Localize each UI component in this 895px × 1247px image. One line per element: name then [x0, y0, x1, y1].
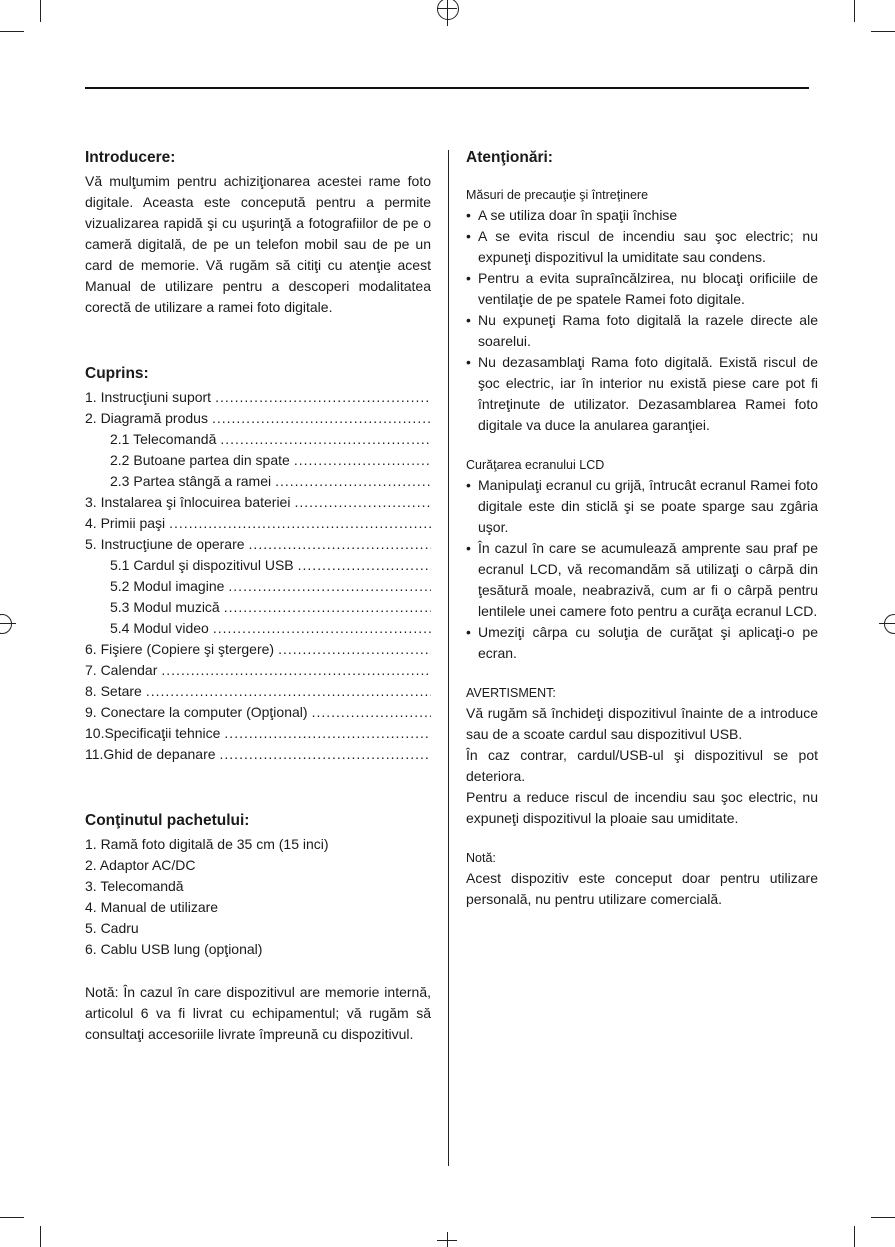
- warnings-heading: Atenţionări:: [466, 149, 553, 166]
- lcd-item: • Manipulaţi ecranul cu grijă, întrucât ecranul Ramei foto digitale este din sticlă şi se poate sparge sau zgâria uşor.: [466, 475, 818, 538]
- registration-mark: [437, 8, 457, 9]
- warning-text: Vă rugăm să închideţi dispozitivul înainte de a introduce sau de a scoate cardul sau dispozitivul USB.: [466, 705, 818, 742]
- lcd-item: • În cazul în care se acumulează amprente sau praf pe ecranul LCD, vă recomandăm să utilizaţi o cârpă din ţesătură moale, neabrazivă, cum ar fi o cârpă pentru lentilele unei camere foto pentru a curăţa ecranul LCD.: [466, 538, 818, 622]
- toc-item: 1. Instrucţiuni suport .....: [85, 387, 431, 408]
- package-item: 3. Telecomandă: [85, 878, 184, 894]
- precaution-item: • A se evita riscul de incendiu sau şoc electric; nu expuneţi dispozitivul la umiditate sau condens.: [466, 226, 818, 268]
- package-item: 4. Manual de utilizare: [85, 899, 219, 915]
- contents-section: [85, 364, 431, 765]
- toc-item: 5.2 Modul imagine .....: [85, 576, 431, 597]
- precaution-item: • Pentru a evita supraîncălzirea, nu blocaţi orificiile de ventilaţie de pe spatele Ramei foto digitale.: [466, 268, 818, 310]
- package-list: [85, 834, 431, 960]
- precaution-item: • Nu expuneţi Rama foto digitală la razele directe ale soarelui.: [466, 310, 818, 352]
- precaution-item: • A se utiliza doar în spaţii închise: [466, 205, 818, 226]
- crop-mark: [0, 31, 24, 32]
- precautions-list: [466, 205, 818, 436]
- precautions-subheading: Măsuri de precauţie şi întreţinere: [466, 188, 649, 202]
- precaution-item: • Nu dezasamblaţi Rama foto digitală. Există riscul de şoc electric, iar în interior nu există piese care pot fi întreţinute de utilizator. Dezasamblarea Ramei foto digitale va duce la anularea garanţiei.: [466, 352, 818, 436]
- lcd-subheading: Curăţarea ecranului LCD: [466, 458, 605, 472]
- intro-section: [85, 148, 431, 318]
- registration-mark: [884, 614, 895, 634]
- crop-mark: [40, 1226, 41, 1247]
- toc-item: 2.1 Telecomandă .....: [85, 429, 431, 450]
- toc-item: 7. Calendar .....: [85, 660, 431, 681]
- intro-heading: Introducere:: [85, 149, 176, 166]
- package-item: 1. Ramă foto digitală de 35 cm (15 inci): [85, 836, 329, 852]
- registration-mark: [879, 623, 895, 624]
- crop-mark: [854, 1226, 855, 1247]
- toc-item: 11.Ghid de depanare .....: [85, 744, 431, 765]
- header-rule: [85, 87, 809, 89]
- intro-text: Vă mulţumim pentru achiziţionarea acestei rame foto digitale. Aceasta este concepută pentru a permite vizualizarea rapidă şi cu uşurinţă a fotografiilor de pe o cameră digitală, de pe un telefon mobil sau de pe un card de memorie. Vă rugăm să citiţi cu atenţie acest Manual de utilizare pentru a descoperi modalitatea corectă de utilizare a ramei foto digitale.: [85, 173, 431, 315]
- warning-subheading: AVERTISMENT:: [466, 686, 556, 700]
- note-subheading: Notă:: [466, 851, 496, 865]
- warning-section: [466, 683, 818, 829]
- toc-item: 5.4 Modul video .....: [85, 618, 431, 639]
- toc-item: 9. Conectare la computer (Opţional) .....: [85, 702, 431, 723]
- right-column: [466, 148, 818, 910]
- note-text: Acest dispozitiv este conceput doar pentru utilizare personală, nu pentru utilizare comercială.: [466, 870, 818, 907]
- toc-item: 2.2 Butoane partea din spate .....: [85, 450, 431, 471]
- lcd-item: • Umeziţi cârpa cu soluţia de curăţat şi aplicaţi-o pe ecran.: [466, 622, 818, 664]
- package-section: [85, 811, 431, 1045]
- crop-mark: [871, 1217, 895, 1218]
- toc-item: 3. Instalarea şi înlocuirea bateriei .....: [85, 492, 431, 513]
- contents-list: [85, 387, 431, 765]
- crop-mark: [0, 1217, 24, 1218]
- toc-item: 2. Diagramă produs .....: [85, 408, 431, 429]
- warning-text: În caz contrar, cardul/USB-ul şi dispozitivul se pot deteriora.: [466, 747, 818, 784]
- toc-item: 5.1 Cardul şi dispozitivul USB .....: [85, 555, 431, 576]
- toc-item: 5.3 Modul muzică .....: [85, 597, 431, 618]
- crop-mark: [871, 31, 895, 32]
- package-item: 2. Adaptor AC/DC: [85, 857, 196, 873]
- warning-text: Pentru a reduce riscul de incendiu sau şoc electric, nu expuneţi dispozitivul la ploaie sau umiditate.: [466, 789, 818, 826]
- note-section: [466, 848, 818, 910]
- left-column: [85, 148, 431, 1045]
- package-heading: Conţinutul pachetului:: [85, 812, 250, 829]
- toc-item: 4. Primii paşi .....: [85, 513, 431, 534]
- package-item: 5. Cadru: [85, 920, 139, 936]
- lcd-section: [466, 455, 818, 664]
- registration-mark: [0, 614, 12, 634]
- crop-mark: [40, 0, 41, 22]
- contents-heading: Cuprins:: [85, 365, 149, 382]
- toc-item: 2.3 Partea stângă a ramei .....: [85, 471, 431, 492]
- column-separator: [448, 150, 449, 1166]
- package-item: 6. Cablu USB lung (opţional): [85, 941, 263, 957]
- toc-item: 5. Instrucţiune de operare .....: [85, 534, 431, 555]
- registration-mark: [437, 0, 459, 20]
- toc-item: 6. Fişiere (Copiere şi ştergere) .....: [85, 639, 431, 660]
- toc-item: 10.Specificaţii tehnice .....: [85, 723, 431, 744]
- registration-mark: [447, 0, 448, 26]
- toc-item: 8. Setare .....: [85, 681, 431, 702]
- registration-mark: [437, 1240, 457, 1241]
- crop-mark: [854, 0, 855, 22]
- registration-mark: [0, 623, 16, 624]
- package-note: Notă: În cazul în care dispozitivul are memorie internă, articolul 6 va fi livrat cu echipamentul; vă rugăm să consultaţi accesoriile livrate împreună cu dispozitivul.: [85, 984, 431, 1042]
- precautions-section: [466, 185, 818, 436]
- lcd-list: [466, 475, 818, 664]
